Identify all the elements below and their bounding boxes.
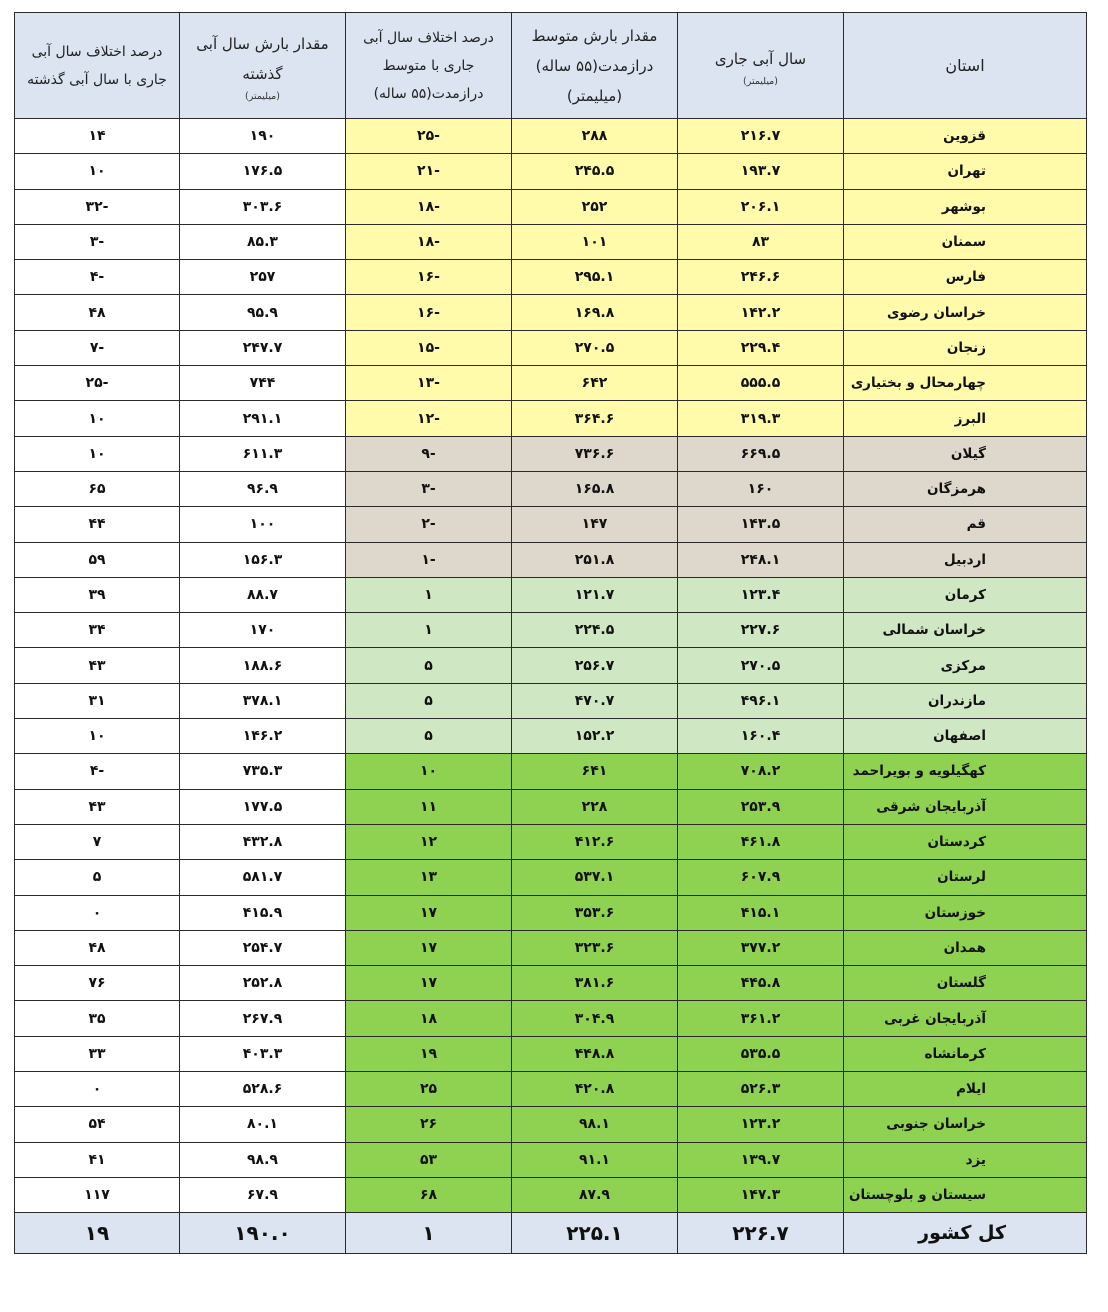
- previous-cell: ۸۵.۳: [180, 224, 346, 259]
- total-longterm-cell: ۲۲۵.۱: [512, 1213, 678, 1254]
- header-longterm-label: مقدار بارش متوسط درازمدت(۵۵ ساله) (میلیمتر): [531, 26, 658, 105]
- header-diff-previous: [15, 13, 180, 119]
- province-cell: خراسان جنوبی: [844, 1107, 1087, 1142]
- longterm-cell: ۳۶۴.۶: [512, 401, 678, 436]
- diff-previous-cell: ۳۵: [15, 1001, 180, 1036]
- longterm-cell: ۱۵۲.۲: [512, 719, 678, 754]
- longterm-cell: ۴۱۲.۶: [512, 824, 678, 859]
- diff-longterm-cell: -۳: [346, 471, 512, 506]
- longterm-cell: ۲۵۲: [512, 189, 678, 224]
- longterm-cell: ۱۰۱: [512, 224, 678, 259]
- diff-previous-cell: ۰: [15, 1072, 180, 1107]
- longterm-cell: ۴۷۰.۷: [512, 683, 678, 718]
- longterm-cell: ۹۸.۱: [512, 1107, 678, 1142]
- diff-previous-cell: ۱۰: [15, 719, 180, 754]
- province-cell: یزد: [844, 1142, 1087, 1177]
- previous-cell: ۴۱۵.۹: [180, 895, 346, 930]
- diff-previous-cell: ۱۰: [15, 436, 180, 471]
- table-row: [15, 295, 1087, 330]
- table-row: [15, 648, 1087, 683]
- diff-previous-cell: ۱۱۷: [15, 1177, 180, 1212]
- table-row: [15, 189, 1087, 224]
- current-cell: ۵۲۶.۳: [678, 1072, 844, 1107]
- province-cell: چهارمحال و بختیاری: [844, 366, 1087, 401]
- table-row: [15, 1107, 1087, 1142]
- current-cell: ۲۴۶.۶: [678, 260, 844, 295]
- table-row: [15, 542, 1087, 577]
- longterm-cell: ۵۳۷.۱: [512, 860, 678, 895]
- diff-previous-cell: ۶۵: [15, 471, 180, 506]
- table-row: [15, 860, 1087, 895]
- header-diff-longterm: [346, 13, 512, 119]
- previous-cell: ۱۷۷.۵: [180, 789, 346, 824]
- province-cell: سیستان و بلوچستان: [844, 1177, 1087, 1212]
- table-row: [15, 789, 1087, 824]
- header-current-label: سال آبی جاری: [714, 50, 807, 68]
- diff-longterm-cell: ۲۶: [346, 1107, 512, 1142]
- current-cell: ۲۷۰.۵: [678, 648, 844, 683]
- diff-longterm-cell: -۲: [346, 507, 512, 542]
- current-cell: ۲۰۶.۱: [678, 189, 844, 224]
- diff-longterm-cell: ۱۱: [346, 789, 512, 824]
- table-row: [15, 1177, 1087, 1212]
- table-row: [15, 154, 1087, 189]
- diff-longterm-cell: -۲۵: [346, 119, 512, 154]
- current-cell: ۱۶۰: [678, 471, 844, 506]
- current-cell: ۱۳۹.۷: [678, 1142, 844, 1177]
- longterm-cell: ۹۱.۱: [512, 1142, 678, 1177]
- diff-previous-cell: ۳۳: [15, 1036, 180, 1071]
- diff-longterm-cell: -۱۲: [346, 401, 512, 436]
- province-cell: لرستان: [844, 860, 1087, 895]
- header-row: [15, 13, 1087, 119]
- current-cell: ۴۱۵.۱: [678, 895, 844, 930]
- total-row: [15, 1213, 1087, 1254]
- table-row: [15, 1072, 1087, 1107]
- longterm-cell: ۱۴۷: [512, 507, 678, 542]
- rainfall-table: [14, 12, 1087, 1254]
- longterm-cell: ۳۵۳.۶: [512, 895, 678, 930]
- header-previous: [180, 13, 346, 119]
- previous-cell: ۲۵۲.۸: [180, 966, 346, 1001]
- diff-longterm-cell: -۹: [346, 436, 512, 471]
- current-cell: ۳۱۹.۳: [678, 401, 844, 436]
- table-row: [15, 260, 1087, 295]
- longterm-cell: ۶۴۲: [512, 366, 678, 401]
- longterm-cell: ۱۶۹.۸: [512, 295, 678, 330]
- previous-cell: ۱۸۸.۶: [180, 648, 346, 683]
- diff-previous-cell: ۴۳: [15, 789, 180, 824]
- longterm-cell: ۱۶۵.۸: [512, 471, 678, 506]
- diff-longterm-cell: -۱۸: [346, 189, 512, 224]
- current-cell: ۳۷۷.۲: [678, 930, 844, 965]
- table-row: [15, 471, 1087, 506]
- table-row: [15, 895, 1087, 930]
- diff-longterm-cell: -۱: [346, 542, 512, 577]
- diff-previous-cell: ۰: [15, 895, 180, 930]
- previous-cell: ۶۱۱.۳: [180, 436, 346, 471]
- diff-longterm-cell: ۱۳: [346, 860, 512, 895]
- province-cell: گلستان: [844, 966, 1087, 1001]
- previous-cell: ۳۰۳.۶: [180, 189, 346, 224]
- header-province: [844, 13, 1087, 119]
- diff-longterm-cell: ۲۵: [346, 1072, 512, 1107]
- header-previous-label: مقدار بارش سال آبی گذشته: [196, 35, 329, 83]
- diff-previous-cell: ۴۸: [15, 930, 180, 965]
- table-row: [15, 366, 1087, 401]
- previous-cell: ۱۵۶.۳: [180, 542, 346, 577]
- current-cell: ۲۲۷.۶: [678, 613, 844, 648]
- longterm-cell: ۲۹۵.۱: [512, 260, 678, 295]
- previous-cell: ۵۸۱.۷: [180, 860, 346, 895]
- previous-cell: ۲۵۷: [180, 260, 346, 295]
- current-cell: ۲۵۳.۹: [678, 789, 844, 824]
- header-diff-longterm-label: درصد اختلاف سال آبی جاری با متوسط درازمدت(۵۵ ساله): [363, 29, 494, 102]
- longterm-cell: ۲۲۸: [512, 789, 678, 824]
- longterm-cell: ۷۳۶.۶: [512, 436, 678, 471]
- previous-cell: ۲۶۷.۹: [180, 1001, 346, 1036]
- total-diff-previous-cell: ۱۹: [15, 1213, 180, 1254]
- current-cell: ۴۶۱.۸: [678, 824, 844, 859]
- previous-cell: ۵۲۸.۶: [180, 1072, 346, 1107]
- diff-previous-cell: -۳: [15, 224, 180, 259]
- diff-previous-cell: -۴: [15, 754, 180, 789]
- province-cell: کهگیلویه و بویراحمد: [844, 754, 1087, 789]
- longterm-cell: ۶۴۱: [512, 754, 678, 789]
- longterm-cell: ۴۴۸.۸: [512, 1036, 678, 1071]
- table-body: [15, 119, 1087, 1254]
- previous-cell: ۱۰۰: [180, 507, 346, 542]
- diff-longterm-cell: -۱۸: [346, 224, 512, 259]
- diff-previous-cell: ۴۱: [15, 1142, 180, 1177]
- current-cell: ۱۴۳.۵: [678, 507, 844, 542]
- diff-longterm-cell: ۱۷: [346, 966, 512, 1001]
- current-cell: ۱۲۳.۴: [678, 577, 844, 612]
- diff-longterm-cell: ۱: [346, 577, 512, 612]
- table-row: [15, 683, 1087, 718]
- previous-cell: ۹۸.۹: [180, 1142, 346, 1177]
- current-cell: ۲۴۸.۱: [678, 542, 844, 577]
- diff-previous-cell: ۱۴: [15, 119, 180, 154]
- previous-cell: ۳۷۸.۱: [180, 683, 346, 718]
- table-row: [15, 824, 1087, 859]
- diff-longterm-cell: ۵: [346, 719, 512, 754]
- table-row: [15, 1142, 1087, 1177]
- current-cell: ۷۰۸.۲: [678, 754, 844, 789]
- diff-previous-cell: ۵۹: [15, 542, 180, 577]
- table-row: [15, 224, 1087, 259]
- previous-cell: ۱۷۶.۵: [180, 154, 346, 189]
- table-row: [15, 1001, 1087, 1036]
- province-cell: خراسان شمالی: [844, 613, 1087, 648]
- previous-cell: ۹۵.۹: [180, 295, 346, 330]
- previous-cell: ۲۵۴.۷: [180, 930, 346, 965]
- rainfall-table-container: [14, 12, 1087, 1254]
- diff-previous-cell: ۳۹: [15, 577, 180, 612]
- diff-longterm-cell: -۲۱: [346, 154, 512, 189]
- longterm-cell: ۲۲۴.۵: [512, 613, 678, 648]
- previous-cell: ۱۹۰: [180, 119, 346, 154]
- province-cell: اردبیل: [844, 542, 1087, 577]
- diff-previous-cell: ۴۳: [15, 648, 180, 683]
- diff-previous-cell: ۷۶: [15, 966, 180, 1001]
- longterm-cell: ۳۲۳.۶: [512, 930, 678, 965]
- current-cell: ۶۰۷.۹: [678, 860, 844, 895]
- diff-longterm-cell: -۱۶: [346, 260, 512, 295]
- diff-longterm-cell: ۱۰: [346, 754, 512, 789]
- diff-previous-cell: ۳۱: [15, 683, 180, 718]
- current-cell: ۱۴۲.۲: [678, 295, 844, 330]
- diff-longterm-cell: ۱۸: [346, 1001, 512, 1036]
- table-row: [15, 330, 1087, 365]
- province-cell: زنجان: [844, 330, 1087, 365]
- diff-previous-cell: ۱۰: [15, 401, 180, 436]
- diff-previous-cell: ۴۸: [15, 295, 180, 330]
- previous-cell: ۷۴۴: [180, 366, 346, 401]
- province-cell: آذربایجان غربی: [844, 1001, 1087, 1036]
- longterm-cell: ۳۰۴.۹: [512, 1001, 678, 1036]
- table-row: [15, 930, 1087, 965]
- diff-previous-cell: -۷: [15, 330, 180, 365]
- province-cell: کرمانشاه: [844, 1036, 1087, 1071]
- province-cell: اصفهان: [844, 719, 1087, 754]
- table-row: [15, 507, 1087, 542]
- province-cell: مازندران: [844, 683, 1087, 718]
- diff-longterm-cell: -۱۳: [346, 366, 512, 401]
- province-cell: البرز: [844, 401, 1087, 436]
- table-row: [15, 119, 1087, 154]
- province-cell: آذربایجان شرقی: [844, 789, 1087, 824]
- longterm-cell: ۱۲۱.۷: [512, 577, 678, 612]
- longterm-cell: ۸۷.۹: [512, 1177, 678, 1212]
- previous-cell: ۱۴۶.۲: [180, 719, 346, 754]
- table-row: [15, 436, 1087, 471]
- province-cell: همدان: [844, 930, 1087, 965]
- header-longterm: [512, 13, 678, 119]
- table-row: [15, 401, 1087, 436]
- header-current: [678, 13, 844, 119]
- province-cell: سمنان: [844, 224, 1087, 259]
- current-cell: ۶۶۹.۵: [678, 436, 844, 471]
- diff-longterm-cell: ۱۹: [346, 1036, 512, 1071]
- previous-cell: ۲۴۷.۷: [180, 330, 346, 365]
- diff-longterm-cell: ۱۲: [346, 824, 512, 859]
- diff-previous-cell: ۱۰: [15, 154, 180, 189]
- header-current-unit: (میلیمتر): [743, 76, 778, 87]
- diff-previous-cell: ۷: [15, 824, 180, 859]
- diff-longterm-cell: ۱۷: [346, 930, 512, 965]
- current-cell: ۲۲۹.۴: [678, 330, 844, 365]
- longterm-cell: ۲۷۰.۵: [512, 330, 678, 365]
- current-cell: ۱۶۰.۴: [678, 719, 844, 754]
- previous-cell: ۷۳۵.۳: [180, 754, 346, 789]
- table-row: [15, 754, 1087, 789]
- diff-longterm-cell: ۶۸: [346, 1177, 512, 1212]
- province-cell: بوشهر: [844, 189, 1087, 224]
- diff-previous-cell: -۳۲: [15, 189, 180, 224]
- previous-cell: ۴۰۳.۳: [180, 1036, 346, 1071]
- province-cell: خوزستان: [844, 895, 1087, 930]
- header-diff-previous-label: درصد اختلاف سال آبی جاری با سال آبی گذشته: [27, 43, 167, 88]
- total-diff-longterm-cell: ۱: [346, 1213, 512, 1254]
- diff-longterm-cell: -۱۵: [346, 330, 512, 365]
- province-cell: کرمان: [844, 577, 1087, 612]
- diff-longterm-cell: ۵: [346, 648, 512, 683]
- diff-previous-cell: ۵: [15, 860, 180, 895]
- previous-cell: ۴۳۲.۸: [180, 824, 346, 859]
- diff-longterm-cell: ۵: [346, 683, 512, 718]
- current-cell: ۳۶۱.۲: [678, 1001, 844, 1036]
- longterm-cell: ۴۲۰.۸: [512, 1072, 678, 1107]
- province-cell: قزوین: [844, 119, 1087, 154]
- province-cell: ایلام: [844, 1072, 1087, 1107]
- header-province-label: استان: [945, 56, 985, 75]
- current-cell: ۱۴۷.۳: [678, 1177, 844, 1212]
- table-row: [15, 719, 1087, 754]
- longterm-cell: ۲۴۵.۵: [512, 154, 678, 189]
- diff-previous-cell: ۵۴: [15, 1107, 180, 1142]
- province-cell: تهران: [844, 154, 1087, 189]
- longterm-cell: ۲۵۶.۷: [512, 648, 678, 683]
- diff-longterm-cell: ۵۳: [346, 1142, 512, 1177]
- province-cell: هرمزگان: [844, 471, 1087, 506]
- diff-previous-cell: -۲۵: [15, 366, 180, 401]
- current-cell: ۵۳۵.۵: [678, 1036, 844, 1071]
- longterm-cell: ۲۸۸: [512, 119, 678, 154]
- current-cell: ۲۱۶.۷: [678, 119, 844, 154]
- diff-longterm-cell: ۱: [346, 613, 512, 648]
- current-cell: ۴۹۶.۱: [678, 683, 844, 718]
- previous-cell: ۸۸.۷: [180, 577, 346, 612]
- diff-longterm-cell: ۱۷: [346, 895, 512, 930]
- previous-cell: ۲۹۱.۱: [180, 401, 346, 436]
- previous-cell: ۱۷۰: [180, 613, 346, 648]
- diff-longterm-cell: -۱۶: [346, 295, 512, 330]
- previous-cell: ۹۶.۹: [180, 471, 346, 506]
- longterm-cell: ۲۵۱.۸: [512, 542, 678, 577]
- table-row: [15, 613, 1087, 648]
- header-previous-unit: (میلیمتر): [245, 91, 280, 102]
- province-cell: گیلان: [844, 436, 1087, 471]
- total-previous-cell: ۱۹۰.۰: [180, 1213, 346, 1254]
- province-cell: قم: [844, 507, 1087, 542]
- table-row: [15, 577, 1087, 612]
- previous-cell: ۶۷.۹: [180, 1177, 346, 1212]
- diff-previous-cell: -۴: [15, 260, 180, 295]
- table-row: [15, 966, 1087, 1001]
- province-cell: مرکزی: [844, 648, 1087, 683]
- current-cell: ۴۴۵.۸: [678, 966, 844, 1001]
- diff-previous-cell: ۳۴: [15, 613, 180, 648]
- total-province-cell: کل کشور: [844, 1213, 1087, 1254]
- table-row: [15, 1036, 1087, 1071]
- current-cell: ۸۳: [678, 224, 844, 259]
- diff-previous-cell: ۴۴: [15, 507, 180, 542]
- current-cell: ۱۲۳.۲: [678, 1107, 844, 1142]
- longterm-cell: ۳۸۱.۶: [512, 966, 678, 1001]
- previous-cell: ۸۰.۱: [180, 1107, 346, 1142]
- province-cell: کردستان: [844, 824, 1087, 859]
- province-cell: خراسان رضوی: [844, 295, 1087, 330]
- total-current-cell: ۲۲۶.۷: [678, 1213, 844, 1254]
- province-cell: فارس: [844, 260, 1087, 295]
- current-cell: ۵۵۵.۵: [678, 366, 844, 401]
- current-cell: ۱۹۳.۷: [678, 154, 844, 189]
